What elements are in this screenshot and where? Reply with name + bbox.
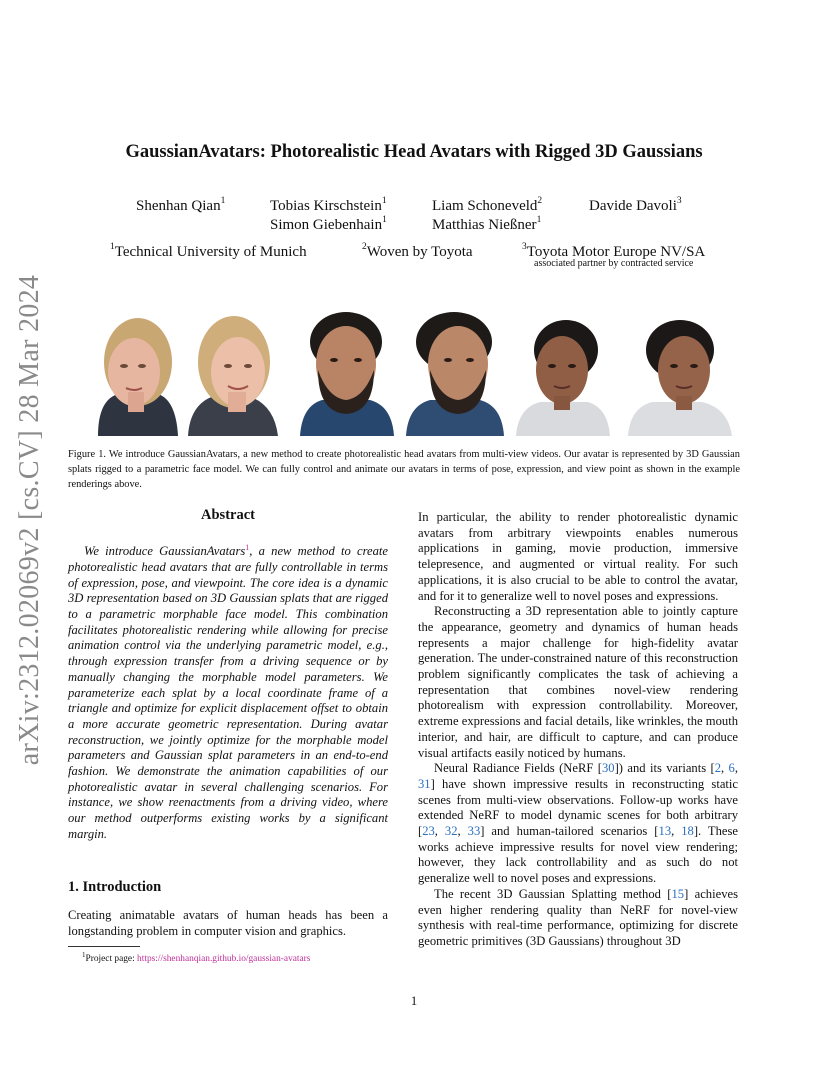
footnote: $^1$Project page: https://shenhanqian.github.io/gaussian-avatars xyxy=(82,951,311,964)
arxiv-stamp: arXiv:2312.02069v2 [cs.CV] 28 Mar 2024 xyxy=(14,274,45,766)
introduction-heading: 1. Introduction xyxy=(68,879,162,895)
author-2: Tobias Kirschstein$^1$ xyxy=(270,196,387,214)
project-page-link[interactable]: https://shenhanqian.github.io/gaussian-avatars xyxy=(137,954,311,964)
paragraph-4: The recent 3D Gaussian Splatting method [15] achieves even higher rendering quality than NeRF for novel-view synthesis with real-time performance, optimizing for discrete geometric primitives (3D Gaussians) throughout 3D xyxy=(418,886,738,948)
citation[interactable]: 15 xyxy=(671,886,685,901)
author-1: Shenhan Qian$^1$ xyxy=(136,196,226,214)
citation[interactable]: 2 xyxy=(714,761,721,776)
paper-title: GaussianAvatars: Photorealistic Head Avatars with Rigged 3D Gaussians xyxy=(125,142,703,162)
footnote-rule xyxy=(68,946,140,947)
author-4: Davide Davoli$^3$ xyxy=(589,196,682,214)
page-number: 1 xyxy=(410,994,418,1008)
affiliation-1: $^1$Technical University of Munich xyxy=(110,242,307,260)
citation[interactable]: 30 xyxy=(601,761,615,776)
author-3: Liam Schoneveld$^2$ xyxy=(432,196,543,214)
introduction-text: Creating animatable avatars of human heads has been a longstanding problem in computer vision and graphics. xyxy=(68,908,388,938)
avatar-render-4 xyxy=(406,312,504,436)
affiliation-note: associated partner by contracted service xyxy=(534,258,694,269)
citation[interactable]: 31 xyxy=(418,776,431,791)
author-5: Simon Giebenhain$^1$ xyxy=(270,215,387,233)
citation[interactable]: 6 xyxy=(728,761,735,776)
citation[interactable]: 23 xyxy=(422,824,435,839)
figure-caption: Figure 1. We introduce GaussianAvatars, a new method to create photorealistic head avatars from multi-view videos. Our avatar is represented by 3D Gaussian splats rigged to a parametric face model. We can fully control and animate our avatars in terms of pose, expression, and view point as shown in the example renderings above. xyxy=(68,449,740,490)
right-column-text xyxy=(418,510,738,950)
avatar-render-3 xyxy=(300,312,394,436)
citation[interactable]: 33 xyxy=(467,824,481,839)
citation[interactable]: 13 xyxy=(658,824,672,839)
abstract-text: We introduce GaussianAvatars$^1$, a new method to create photorealistic head avatars that are fully controllable in terms of expression, pose, and viewpoint. The core idea is a dynamic 3D representation based on 3D Gaussian splats that are rigged to a parametric morphable face model. This combination facilitates photorealistic rendering while allowing for precise animation control via the underlying parametric model, e.g., through expression transfer from a driving sequence or by manually changing the morphable model parameters. We parameterize each splat by a local coordinate frame of a triangle and optimize for explicit displacement offset to obtain a more accurate geometric representation. During avatar reconstruction, we jointly optimize for the morphable model parameters and Gaussian splat parameters in an end-to-end fashion. We demonstrate the animation capabilities of our photorealistic avatar in several challenging scenarios. For instance, we show reenactments from a driving video, where our method outperforms existing works by a significant margin. xyxy=(68,543,388,841)
avatar-render-2 xyxy=(188,316,278,436)
abstract-heading: Abstract xyxy=(201,507,255,523)
teaser-figure xyxy=(88,300,738,436)
affiliation-3: $^3$Toyota Motor Europe NV/SA xyxy=(522,242,706,260)
avatar-render-5 xyxy=(516,320,610,436)
citation[interactable]: 32 xyxy=(444,824,458,839)
citation[interactable]: 18 xyxy=(681,824,694,839)
avatar-render-6 xyxy=(628,320,732,436)
avatar-render-1 xyxy=(98,318,178,436)
author-6: Matthias Nießner$^1$ xyxy=(432,215,542,233)
paragraph-1: In particular, the ability to render photorealistic dynamic avatars from arbitrary viewpoints enables numerous applications in gaming, movie production, immersive telepresence, and augmented or virtual reality. For such applications, it is also crucial to be able to control the avatar, and for it to generalize well to novel poses and expressions. xyxy=(418,510,738,603)
paragraph-3: Neural Radiance Fields (NeRF [30]) and its variants [2, 6, 31] have shown impressive results in reconstructing static scenes from multi-view observations. Follow-up works have extended NeRF to model dynamic scenes for both arbitrary [23, 32, 33] and human-tailored scenarios [13, 18]. These works achieve impressive results for novel view rendering; however, they lack controllability and as such do not generalize well to novel poses and expressions. xyxy=(418,761,738,886)
affiliation-2: $^2$Woven by Toyota xyxy=(362,242,473,260)
paragraph-2: Reconstructing a 3D representation able to jointly capture the appearance, geometry and dynamics of human heads represents a major challenge for high-fidelity avatar generation. The under-constrained nature of this reconstruction problem significantly complicates the task of achieving a representation that combines novel-view rendering photorealism with expression controllability. Moreover, extreme expressions and facial details, like wrinkles, the mouth interior, and hair, are difficult to capture, and can produce visual artifacts easily noticed by humans. xyxy=(418,604,738,760)
